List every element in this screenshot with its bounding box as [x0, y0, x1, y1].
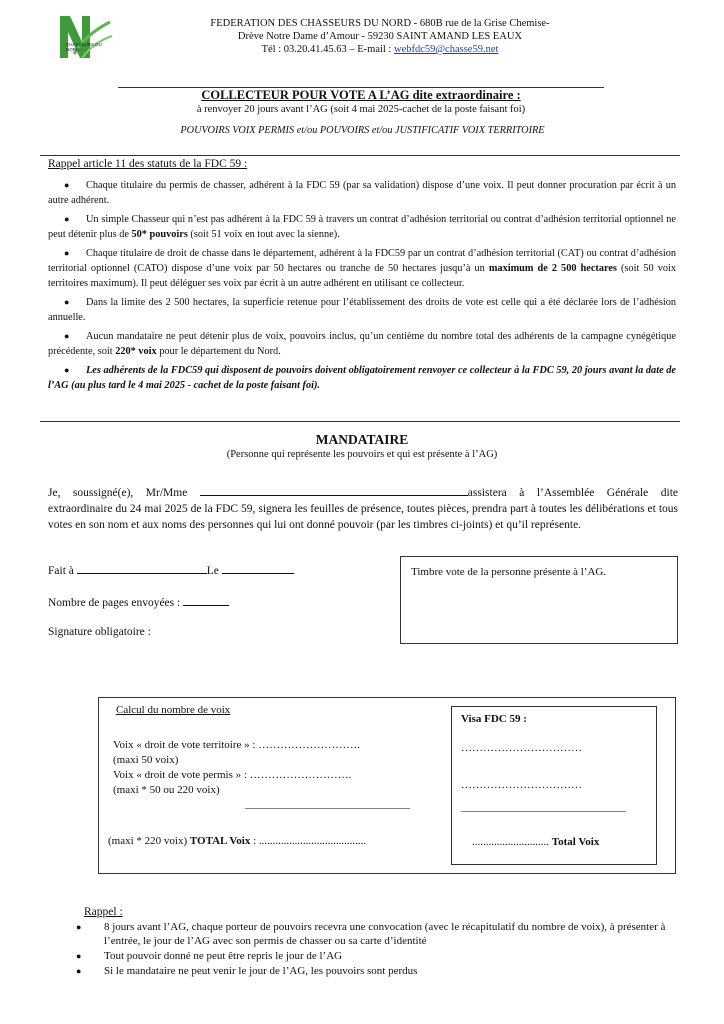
mandataire-statement: Je, soussigné(e), Mr/Mme assistera à l’Assemblée Générale dite extraordinaire du 24 mai 2025 de la FDC 59, signera les feuilles de présence, toutes pièces, prendra part à toutes les délibérations et tous votes en son nom et aux noms des personnes qui lui ont donné pouvoir (par les timbres ci-joints) et qu’il représente. [48, 484, 678, 533]
document-subtitle: à renvoyer 20 jours avant l’AG (soit 4 mai 2025-cachet de la poste faisant foi) [196, 104, 526, 115]
header-line-3 [140, 43, 620, 56]
document-title: COLLECTEUR POUR VOTE A L’AG dite extraordinaire : [201, 88, 521, 102]
header-phone: Tél : 03.20.41.45.63 – E-mail : [261, 44, 394, 55]
header-line-2: Drève Notre Dame d’Amour - 59230 SAINT AMAND LES EAUX [237, 31, 523, 42]
visa-field-1: …………………………… [461, 742, 582, 754]
rappel-title: Rappel article 11 des statuts de la FDC 59 : [48, 158, 248, 170]
list-item: ● Un simple Chasseur qui n’est pas adhérent à la FDC 59 à travers un contrat d’adhésion territorial ou contrat d’adhésion territorial optionnel ne peut détenir plus de 50* pouvoirs (soit 51 voix en tout avec la sienne). [48, 214, 676, 240]
bullet-icon: ● [76, 951, 82, 961]
header-email-link[interactable]: webfdc59@chasse59.net [393, 44, 499, 55]
mandataire-title: MANDATAIRE [315, 432, 409, 447]
timbre-label: Timbre vote de la personne présente à l’AG. [411, 566, 607, 578]
fdc-logo [52, 12, 114, 62]
list-item: ● Tout pouvoir donné ne peut être repris le jour de l’AG [76, 950, 343, 962]
list-item: ● Les adhérents de la FDC59 qui disposent de pouvoirs doivent obligatoirement renvoyer ce collecteur à la FDC 59, 20 jours avant la date de l’AG (au plus tard le 4 mai 2025 - cachet de la poste faisant foi). [48, 365, 676, 391]
pages-field[interactable] [183, 594, 229, 606]
list-item: ● Aucun mandataire ne peut détenir plus de voix, pouvoirs inclus, qu’un centième du nombre total des adhérents de la campagne cynégétique précédente, soit 220* voix pour le département du Nord. [48, 331, 676, 357]
list-item: ● Chaque titulaire de droit de chasse dans le département, adhérent à la FDC59 par un contrat d’adhésion territorial (CAT) ou contrat d’adhésion territorial optionnel (CATO) dispose d’une voix par 50 hectares ou tranche de 50 hectares jusqu’à un maximum de 2 500 hectares (soit 50 voix territoires maximum). Il peut déléguer ses voix par écrit à un autre adhérent en utilisant ce collecteur. [48, 248, 677, 289]
list-item: ● Chaque titulaire du permis de chasser, adhérent à la FDC 59 (par sa validation) dispose d’une voix. Il peut donner procuration par écrit à un autre adhérent. [48, 180, 676, 206]
logo-text: CHASSEURS DU NORD [66, 42, 102, 52]
signature-label: Signature obligatoire : [48, 626, 151, 638]
list-item: ● Dans la limite des 2 500 hectares, la superficie retenue pour l’établissement des droits de vote est celle qui a été déclarée lors de l’adhésion annuelle. [48, 297, 676, 323]
bullet-icon: ● [64, 331, 70, 341]
rappel2-title: Rappel : [84, 906, 123, 918]
voix-territoire-line[interactable]: Voix « droit de vote territoire » : ………………………. [113, 739, 360, 751]
bullet-icon: ● [76, 966, 82, 976]
voix-territoire-max: (maxi 50 voix) [113, 754, 179, 766]
visa-total-row: ............................ Total Voix [472, 836, 600, 848]
bullet-icon: ● [64, 248, 70, 258]
list-item: ● Si le mandataire ne peut venir le jour de l’AG, les pouvoirs sont perdus [76, 965, 418, 977]
federation-header [140, 17, 620, 56]
fait-a-row: Fait à Le [48, 562, 294, 577]
mandataire-name-field[interactable] [200, 484, 468, 496]
visa-field-2: …………………………… [461, 779, 582, 791]
bullet-icon: ● [64, 214, 70, 224]
rappel2-list [74, 920, 684, 979]
voix-permis-max: (maxi * 50 ou 220 voix) [113, 784, 220, 796]
fait-a-field[interactable] [77, 562, 207, 574]
calcul-title: Calcul du nombre de voix [116, 704, 231, 716]
pouvoirs-line: POUVOIRS VOIX PERMIS et/ou POUVOIRS et/ou JUSTIFICATIF VOIX TERRITOIRE [180, 125, 545, 136]
calcul-separator: ______________________________ [245, 798, 410, 810]
bullet-icon: ● [64, 365, 70, 375]
pages-row: Nombre de pages envoyées : [48, 594, 229, 609]
date-field[interactable] [222, 562, 294, 574]
voix-permis-line[interactable]: Voix « droit de vote permis » : ………………………. [113, 769, 352, 781]
title-block [118, 87, 604, 116]
list-item: ● 8 jours avant l’AG, chaque porteur de pouvoirs recevra une convocation (avec le récapitulatif du nombre de voix), à présenter à l’entrée, le jour de l’AG avec son permis de chasser ou sa carte d’identité [76, 921, 666, 947]
visa-title: Visa FDC 59 : [461, 713, 527, 725]
bullet-icon: ● [64, 297, 70, 307]
visa-line: ______________________________ [461, 801, 626, 813]
mandataire-subtitle: (Personne qui représente les pouvoirs et qui est présente à l’AG) [226, 449, 498, 460]
total-voix-line[interactable]: (maxi * 220 voix) TOTAL Voix : ....................................... [108, 835, 367, 847]
header-line-1: FEDERATION DES CHASSEURS DU NORD - 680B rue de la Grise Chemise- [210, 18, 550, 29]
rappel-list [48, 178, 676, 397]
bullet-icon: ● [76, 922, 82, 932]
timbre-box[interactable] [400, 556, 678, 644]
bullet-icon: ● [64, 180, 70, 190]
